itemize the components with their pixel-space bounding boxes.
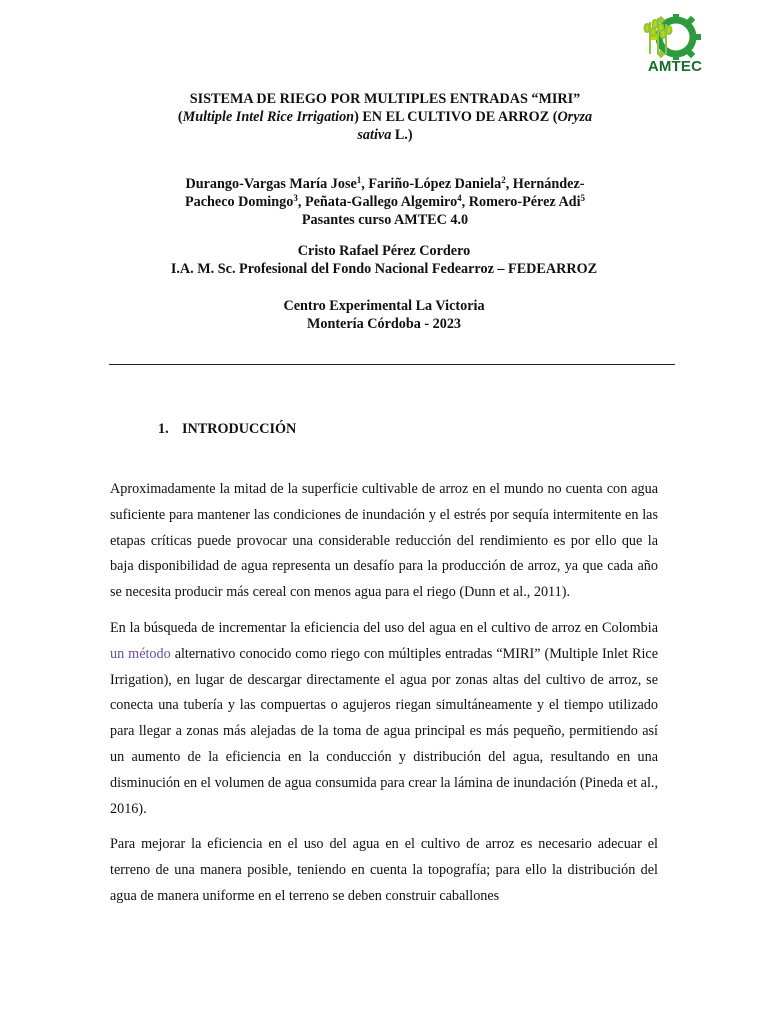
paragraph-1: Aproximadamente la mitad de la superficie cultivable de arroz en el mundo no cuenta con agua suficiente para mantener las condiciones de inundación y el estrés por sequía intermitente en las etapas críticas puede provocar una considerable reducción del rendimiento es por ello que la baja disponibilidad de agua representa un desafío para la producción de arroz, ya que cada año se necesita producir más cereal con menos agua para el riego (Dunn et al., 2011). xyxy=(110,481,658,601)
author-group: Pasantes curso AMTEC 4.0 xyxy=(301,212,469,228)
author-line-1: Durango-Vargas María Jose$^1$, Fariño-López Daniela$^2$, Hernández- xyxy=(185,175,585,192)
city-year: Montería Córdoba - 2023 xyxy=(306,316,462,332)
amtec-logo xyxy=(636,14,712,76)
paragraph-2: En la búsqueda de incrementar la eficiencia del uso del agua en el cultivo de arroz en Colombia un método alternativo conocido como riego con múltiples entradas “MIRI” (Multiple Inlet Rice Irrigation), en lugar de descargar directamente el agua por zonas altas del cultivo de arroz, se conecta una tubería y las compuertas o agujeros riegan simultáneamente y el tiempo utilizado para llegar a zonas más alejadas de la toma de agua principal es más pequeño, permitiendo así un aumento de la eficiencia en la conducción y distribución del agua, resultando en una disminución en el volumen de agua consumida para crear la lámina de inundación (Pineda et al., 2016). xyxy=(110,619,658,817)
separator-rule xyxy=(109,364,675,365)
logo-brand-text: AMTEC xyxy=(647,58,703,75)
location-block xyxy=(110,297,658,333)
advisor-name: Cristo Rafael Pérez Cordero xyxy=(297,243,471,259)
section-title: INTRODUCCIÓN xyxy=(182,421,297,437)
paper-title xyxy=(140,90,630,144)
title-line-1: SISTEMA DE RIEGO POR MULTIPLES ENTRADAS “MIRI” xyxy=(189,91,581,107)
section-number: 1. xyxy=(158,421,169,437)
author-line-2: Pacheco Domingo$^3$, Peñata-Gallego Algemiro$^4$, Romero-Pérez Adi$^5$ xyxy=(184,193,586,210)
method-link[interactable]: un método xyxy=(110,645,171,662)
section-heading xyxy=(158,421,296,438)
experimental-center: Centro Experimental La Victoria xyxy=(283,298,485,314)
advisor-affiliation: I.A. M. Sc. Profesional del Fondo Nacional Fedearroz – FEDEARROZ xyxy=(170,261,598,277)
gear-wheat-icon xyxy=(636,14,712,60)
author-list xyxy=(140,175,630,229)
advisor-block xyxy=(110,242,658,278)
paragraph-3: Para mejorar la eficiencia en el uso del agua en el cultivo de arroz es necesario adecuar el terreno de una manera posible, teniendo en cuenta la topografía; para ello la distribución del agua de manera uniforme en el terreno se deben construir caballones xyxy=(110,836,658,904)
body-text xyxy=(110,477,658,920)
title-line-3: sativa L.) xyxy=(357,127,413,143)
title-line-2: (Multiple Intel Rice Irrigation) EN EL CULTIVO DE ARROZ (Oryza xyxy=(177,109,593,125)
